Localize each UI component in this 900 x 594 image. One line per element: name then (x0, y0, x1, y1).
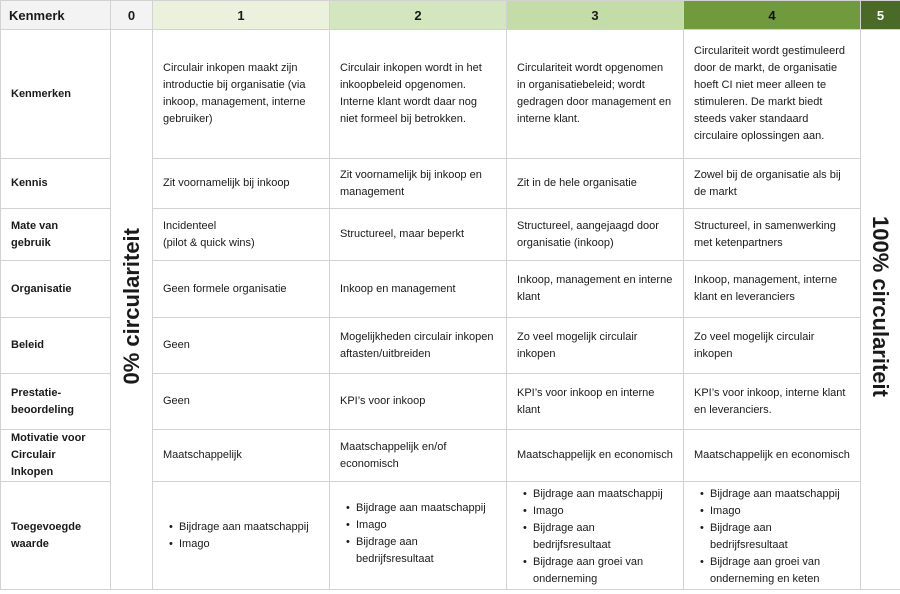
cell-text: Circulair inkopen maakt zijn introductie bij organisatie (via inkoop, management, interne gebruiker) (163, 62, 306, 125)
cell-mate-3: Structureel, aangejaagd door organisatie (inkoop) (507, 209, 684, 261)
left-side-label-cell (111, 30, 153, 590)
cell-text: Circulair inkopen wordt in het inkoopbeleid opgenomen. Interne klant wordt daar nog niet formeel bij betrokken. (340, 62, 482, 125)
row-label: Kenmerken (1, 30, 111, 159)
bullet-list (694, 486, 850, 588)
list-item: • Imago (533, 503, 673, 520)
cell-toegevoegd-2 (330, 482, 507, 590)
cell-text: Incidenteel (163, 219, 217, 232)
level-2-header: 2 (330, 1, 507, 30)
row-label (1, 374, 111, 430)
cell-text: (pilot & quick wins) (163, 236, 255, 249)
row-label-line: Motivatie voor (11, 432, 86, 444)
cell-kenmerken-1 (153, 30, 330, 159)
header-row (1, 1, 900, 30)
cell-mate-1 (153, 209, 330, 261)
row-kenmerken (1, 30, 900, 159)
cell-prestatie-4: KPI’s voor inkoop, interne klant en leveranciers. (684, 374, 861, 430)
cell-beleid-2: Mogelijkheden circulair inkopen aftasten/uitbreiden (330, 318, 507, 374)
cell-kennis-4: Zowel bij de organisatie als bij de markt (684, 159, 861, 209)
list-item: • Bijdrage aan bedrijfsresultaat (533, 520, 673, 554)
list-item: • Bijdrage aan bedrijfsresultaat (710, 520, 850, 554)
level-0-header: 0 (111, 1, 153, 30)
cell-prestatie-2: KPI’s voor inkoop (330, 374, 507, 430)
row-label-line: gebruik (11, 236, 51, 249)
cell-beleid-1: Geen (153, 318, 330, 374)
cell-toegevoegd-4 (684, 482, 861, 590)
cell-text: Circulariteit wordt gestimuleerd door de markt, de organisatie hoeft CI niet meer alleen te stimuleren. De markt biedt steeds vaker standaard circulaire oplossingen aan. (694, 45, 845, 142)
right-side-label: 100% circulariteit (868, 216, 893, 397)
row-label-line: beoordeling (11, 403, 74, 416)
row-label: Organisatie (1, 261, 111, 318)
bullet-list (163, 519, 319, 553)
cell-mate-4: Structureel, in samenwerking met ketenpartners (684, 209, 861, 261)
cell-organisatie-4: Inkoop, management, interne klant en leveranciers (684, 261, 861, 318)
row-label-line: Toegevoegde (11, 520, 82, 533)
list-item: • Bijdrage aan groei van onderneming (533, 554, 673, 588)
header-kenmerk: Kenmerk (1, 1, 111, 30)
row-label: Kennis (1, 159, 111, 209)
cell-kenmerken-3 (507, 30, 684, 159)
cell-prestatie-3: KPI’s voor inkoop en interne klant (507, 374, 684, 430)
list-item: • Imago (710, 503, 850, 520)
cell-beleid-3: Zo veel mogelijk circulair inkopen (507, 318, 684, 374)
row-label (1, 209, 111, 261)
cell-motivatie-4: Maatschappelijk en economisch (684, 430, 861, 482)
level-4-header: 4 (684, 1, 861, 30)
level-3-header: 3 (507, 1, 684, 30)
level-5-header: 5 (861, 1, 900, 30)
cell-mate-2: Structureel, maar beperkt (330, 209, 507, 261)
cell-beleid-4: Zo veel mogelijk circulair inkopen (684, 318, 861, 374)
row-label (1, 430, 111, 482)
list-item: • Bijdrage aan bedrijfsresultaat (356, 534, 496, 568)
cell-kenmerken-4 (684, 30, 861, 159)
list-item: • Bijdrage aan maatschappij (179, 519, 319, 536)
right-side-label-cell (861, 30, 900, 590)
cell-toegevoegd-3 (507, 482, 684, 590)
cell-text: Circulariteit wordt opgenomen in organisatiebeleid; wordt gedragen door management en interne klant. (517, 62, 672, 125)
cell-motivatie-3: Maatschappelijk en economisch (507, 430, 684, 482)
row-label-line: Prestatie- (11, 386, 62, 399)
cell-prestatie-1: Geen (153, 374, 330, 430)
cell-motivatie-1: Maatschappelijk (153, 430, 330, 482)
cell-kenmerken-2 (330, 30, 507, 159)
list-item: • Bijdrage aan maatschappij (710, 486, 850, 503)
row-label-line: Circulair Inkopen (11, 449, 56, 478)
row-label-line: waarde (11, 537, 49, 550)
bullet-list (517, 486, 673, 588)
cell-organisatie-3: Inkoop, management en interne klant (507, 261, 684, 318)
list-item: • Bijdrage aan groei van onderneming en keten (710, 554, 850, 588)
cell-toegevoegd-1 (153, 482, 330, 590)
cell-organisatie-2: Inkoop en management (330, 261, 507, 318)
cell-kennis-1: Zit voornamelijk bij inkoop (153, 159, 330, 209)
list-item: • Bijdrage aan maatschappij (356, 500, 496, 517)
cell-kennis-3: Zit in de hele organisatie (507, 159, 684, 209)
cell-kennis-2: Zit voornamelijk bij inkoop en management (330, 159, 507, 209)
bullet-list (340, 500, 496, 568)
row-label (1, 482, 111, 590)
left-side-label: 0% circulariteit (119, 228, 144, 385)
list-item: • Imago (179, 536, 319, 553)
row-label: Beleid (1, 318, 111, 374)
cell-organisatie-1: Geen formele organisatie (153, 261, 330, 318)
cell-motivatie-2: Maatschappelijk en/of economisch (330, 430, 507, 482)
list-item: • Imago (356, 517, 496, 534)
row-label-line: Mate van (11, 219, 59, 232)
list-item: • Bijdrage aan maatschappij (533, 486, 673, 503)
level-1-header: 1 (153, 1, 330, 30)
